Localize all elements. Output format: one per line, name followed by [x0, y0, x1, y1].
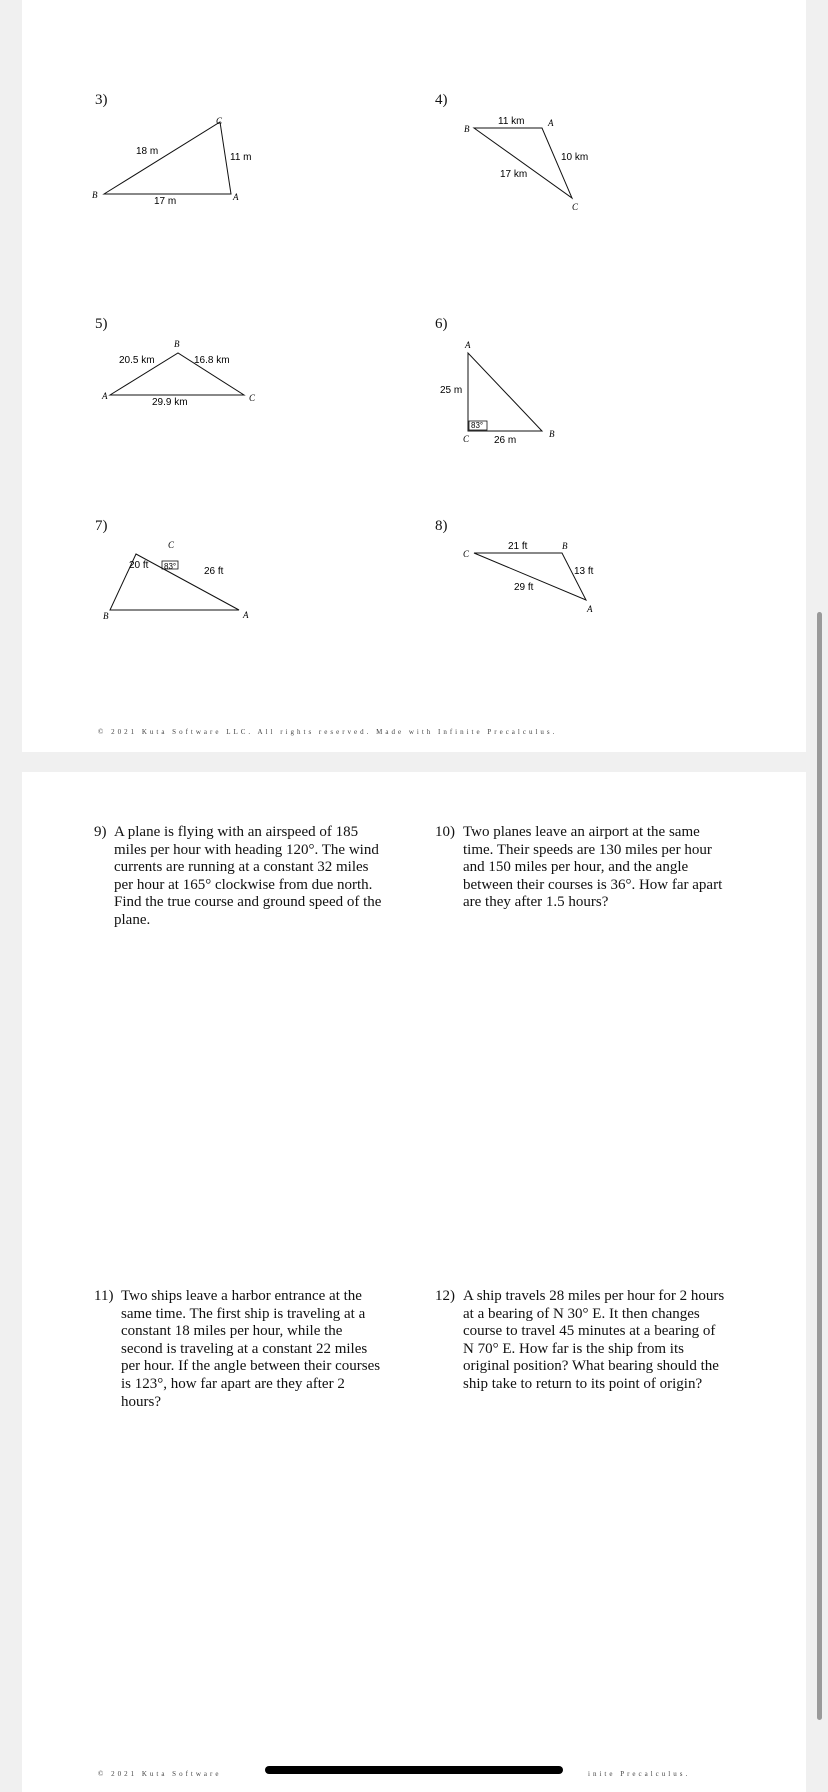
triangle-7-diagram — [82, 536, 272, 626]
problem-9-text: A plane is flying with an airspeed of 185 miles per hour with heading 120°. The wind currents are running at a constant 32 miles per hour at 165° clockwise from due north. Find the true course and ground speed of the plane. — [114, 824, 382, 928]
page-1-footer: © 2021 Kuta Software LLC. All rights reserved. Made with Infinite Precalculus. — [98, 728, 558, 736]
worksheet-page-2 — [22, 772, 806, 1792]
worksheet-page-1 — [22, 0, 806, 752]
tri8-vertex-c: C — [463, 549, 470, 559]
problem-4-number: 4) — [435, 92, 448, 108]
tri4-side-bc: 17 km — [500, 169, 528, 180]
tri3-side-bc: 18 m — [136, 146, 159, 157]
problem-5-number: 5) — [95, 316, 108, 332]
problem-12-text: A ship travels 28 miles per hour for 2 hours at a bearing of N 30° E. It then changes course to travel 45 minutes at a bearing of N 70° E. How far is the ship from its original position? What bearing should the ship take to return to its point of origin? — [463, 1288, 725, 1392]
problem-8-number: 8) — [435, 518, 448, 534]
problem-10-number: 10) — [435, 824, 455, 840]
tri3-vertex-a: A — [233, 192, 239, 202]
tri7-vertex-b: B — [103, 611, 109, 621]
problem-10 — [435, 824, 725, 912]
tri6-side-cb: 26 m — [494, 435, 517, 446]
tri5-side-ac: 29.9 km — [152, 397, 188, 408]
tri5-vertex-b: B — [174, 339, 180, 349]
tri7-vertex-c: C — [168, 540, 175, 550]
tri6-angle-c: 83° — [471, 421, 484, 430]
tri6-vertex-b: B — [549, 429, 555, 439]
triangle-3-diagram — [82, 110, 272, 210]
triangle-6-diagram — [432, 335, 602, 455]
problem-3-number: 3) — [95, 92, 108, 108]
tri4-vertex-b: B — [464, 124, 470, 134]
tri8-vertex-b: B — [562, 541, 568, 551]
problem-10-text: Two planes leave an airport at the same time. Their speeds are 130 miles per hour and 150 miles per hour, and the angle between their courses is 36°. How far apart are they after 1.5 hours? — [463, 824, 723, 911]
problem-12-number: 12) — [435, 1288, 455, 1304]
tri8-side-cb: 21 ft — [508, 541, 528, 552]
home-indicator[interactable] — [265, 1766, 563, 1774]
tri8-side-ba: 13 ft — [574, 566, 594, 577]
problem-7-number: 7) — [95, 518, 108, 534]
tri3-vertex-c: C — [216, 116, 223, 126]
triangle-8-diagram — [432, 536, 612, 626]
tri5-side-ab: 20.5 km — [119, 355, 155, 366]
problem-12 — [435, 1288, 725, 1394]
tri3-side-ca: 11 m — [230, 152, 252, 163]
tri4-side-ac: 10 km — [561, 152, 589, 163]
tri4-side-ba: 11 km — [498, 116, 525, 127]
tri7-angle-c: 83° — [164, 562, 177, 571]
problem-11-number: 11) — [94, 1288, 114, 1304]
page-2-footer-right: inite Precalculus. — [588, 1770, 691, 1778]
tri7-side-ca: 26 ft — [204, 566, 224, 577]
tri7-vertex-a: A — [243, 610, 249, 620]
problem-9 — [94, 824, 384, 930]
tri3-side-ba: 17 m — [154, 196, 177, 207]
tri5-vertex-c: C — [249, 393, 256, 403]
tri7-side-bc: 20 ft — [129, 560, 149, 571]
tri6-vertex-c: C — [463, 434, 470, 444]
tri5-vertex-a: A — [102, 391, 108, 401]
tri8-vertex-a: A — [587, 604, 593, 614]
tri6-side-ac: 25 m — [440, 385, 463, 396]
tri8-side-ca: 29 ft — [514, 582, 534, 593]
tri4-vertex-c: C — [572, 202, 579, 212]
problem-11 — [94, 1288, 384, 1411]
triangle-5-diagram — [82, 335, 272, 415]
problem-9-number: 9) — [94, 824, 107, 840]
problem-6-number: 6) — [435, 316, 448, 332]
tri4-vertex-a: A — [548, 118, 554, 128]
vertical-scrollbar[interactable] — [817, 612, 822, 1720]
triangle-4-diagram — [432, 110, 632, 210]
tri5-side-bc: 16.8 km — [194, 355, 230, 366]
tri6-vertex-a: A — [465, 340, 471, 350]
problem-11-text: Two ships leave a harbor entrance at the same time. The first ship is traveling at a constant 18 miles per hour, while the second is traveling at a constant 22 miles per hour. If the angle between their courses is 123°, how far apart are they after 2 hours? — [121, 1288, 381, 1410]
tri3-vertex-b: B — [92, 190, 98, 200]
page-2-footer-left: © 2021 Kuta Software — [98, 1770, 222, 1778]
